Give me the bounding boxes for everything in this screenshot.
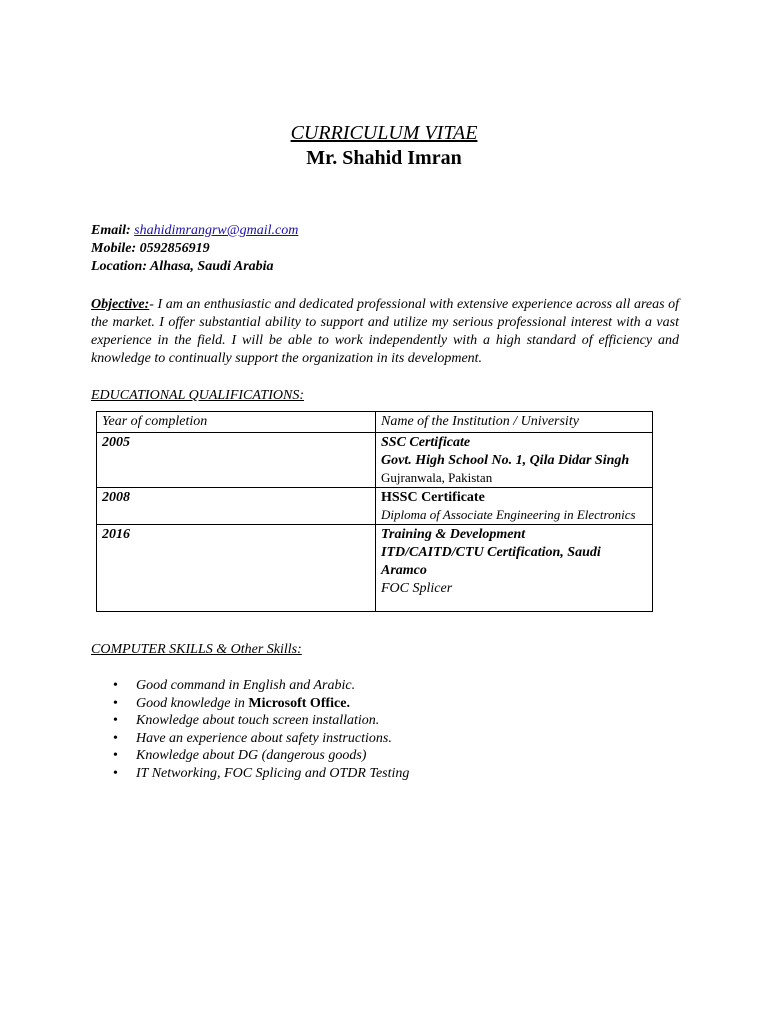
certification-name: ITD/CAITD/CTU Certification, Saudi Aramco — [381, 545, 601, 578]
table-header-row — [97, 412, 653, 433]
skill-highlight: Microsoft Office. — [248, 695, 350, 711]
year-cell: 2005 — [97, 433, 376, 488]
candidate-name: Mr. Shahid Imran — [306, 147, 462, 169]
institution-cell — [376, 433, 653, 488]
qualification-detail: Diploma of Associate Engineering in Electronics — [381, 507, 636, 522]
table-row — [97, 525, 653, 612]
institution-name: Govt. High School No. 1, Qila Didar Singh — [381, 453, 630, 468]
education-heading: EDUCATIONAL QUALIFICATIONS: — [91, 388, 304, 403]
email-label: Email: — [91, 223, 131, 238]
objective-paragraph — [91, 296, 679, 368]
mobile-row: Mobile: 0592856919 — [91, 241, 210, 256]
list-item: • Good command in English and Arabic. — [91, 677, 409, 695]
institution-column-header: Name of the Institution / University — [376, 412, 653, 433]
email-row — [91, 222, 691, 240]
objective-label: Objective: — [91, 297, 150, 312]
qualification-title: Training & Development — [381, 527, 526, 542]
table-row — [97, 488, 653, 525]
list-item: • Knowledge about DG (dangerous goods) — [91, 747, 409, 765]
table-row — [97, 433, 653, 488]
institution-cell — [376, 488, 653, 525]
list-item: • Have an experience about safety instructions. — [91, 730, 409, 748]
document-title: CURRICULUM VITAE — [290, 122, 478, 144]
contact-block — [91, 222, 691, 276]
list-item: • Knowledge about touch screen installation. — [91, 712, 409, 730]
qualification-title: SSC Certificate — [381, 435, 471, 450]
institution-cell — [376, 525, 653, 612]
qualification-title: HSSC Certificate — [381, 490, 485, 505]
email-link[interactable]: shahidimrangrw@gmail.com — [134, 223, 299, 238]
education-table — [96, 411, 653, 612]
list-item: • IT Networking, FOC Splicing and OTDR Testing — [91, 765, 409, 783]
skill-text: Good knowledge in — [136, 695, 245, 711]
skills-list — [91, 677, 409, 783]
year-cell: 2008 — [97, 488, 376, 525]
location-row: Location: Alhasa, Saudi Arabia — [91, 259, 274, 274]
skills-heading: COMPUTER SKILLS & Other Skills: — [91, 642, 302, 657]
objective-text: - I am an enthusiastic and dedicated professional with extensive experience across all areas of the market. I offer substantial ability to support and utilize my serious professional interest with a vast experience in the field. I will be able to work independently with a high standard of efficiency and knowledge to continually support the organization in its development. — [91, 297, 679, 366]
certification-role: FOC Splicer — [381, 581, 453, 596]
year-cell: 2016 — [97, 525, 376, 612]
year-column-header: Year of completion — [97, 412, 376, 433]
list-item — [91, 695, 409, 713]
institution-location: Gujranwala, Pakistan — [381, 470, 493, 485]
